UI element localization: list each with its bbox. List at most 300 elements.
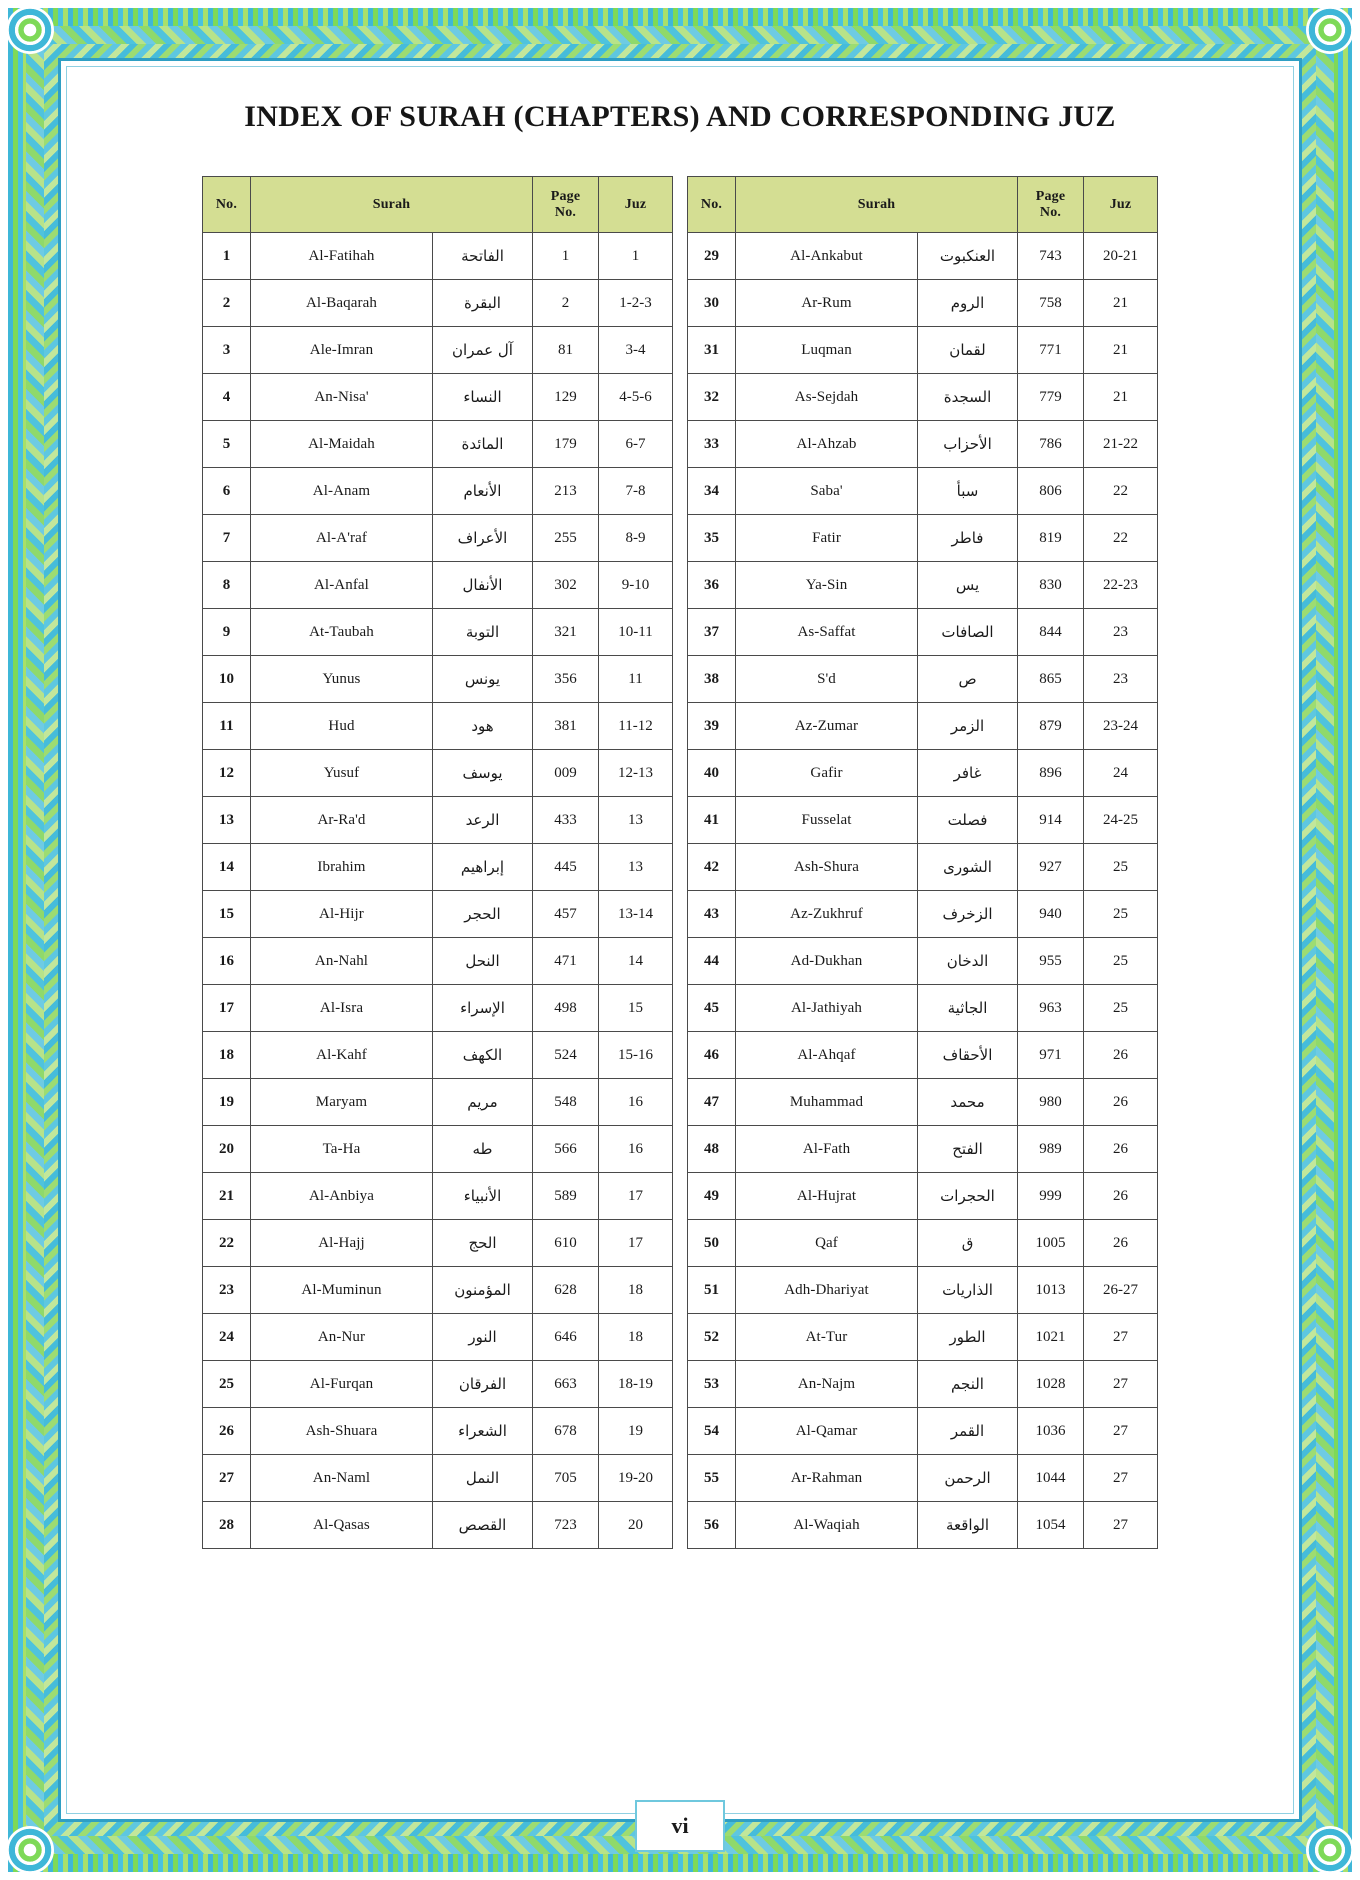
cell-surah-name-arabic: الأنعام bbox=[432, 468, 532, 515]
cell-surah-number: 19 bbox=[202, 1079, 250, 1126]
cell-surah-name-arabic: القصص bbox=[432, 1502, 532, 1549]
cell-surah-name-arabic: الذاريات bbox=[918, 1267, 1018, 1314]
cell-surah-name: Al-Waqiah bbox=[736, 1502, 918, 1549]
table-row bbox=[688, 562, 1158, 609]
cell-surah-name: Fusselat bbox=[736, 797, 918, 844]
cell-juz: 21 bbox=[1084, 280, 1158, 327]
table-row bbox=[688, 844, 1158, 891]
table-row bbox=[688, 1220, 1158, 1267]
cell-juz: 1-2-3 bbox=[599, 280, 673, 327]
table-row bbox=[202, 938, 672, 985]
cell-page-number: 971 bbox=[1018, 1032, 1084, 1079]
cell-juz: 15-16 bbox=[599, 1032, 673, 1079]
cell-page-number: 628 bbox=[533, 1267, 599, 1314]
cell-surah-name-arabic: الحجر bbox=[432, 891, 532, 938]
table-row bbox=[202, 844, 672, 891]
cell-page-number: 896 bbox=[1018, 750, 1084, 797]
cell-surah-name: Al-A'raf bbox=[250, 515, 432, 562]
cell-juz: 26 bbox=[1084, 1126, 1158, 1173]
cell-surah-number: 41 bbox=[688, 797, 736, 844]
table-row bbox=[688, 1126, 1158, 1173]
cell-surah-number: 49 bbox=[688, 1173, 736, 1220]
cell-surah-number: 56 bbox=[688, 1502, 736, 1549]
page-title: INDEX OF SURAH (CHAPTERS) AND CORRESPONDING JUZ bbox=[244, 100, 1116, 133]
cell-surah-name-arabic: الدخان bbox=[918, 938, 1018, 985]
cell-surah-number: 28 bbox=[202, 1502, 250, 1549]
cell-surah-number: 43 bbox=[688, 891, 736, 938]
cell-surah-number: 5 bbox=[202, 421, 250, 468]
corner-medallion-bottom-left bbox=[6, 1826, 54, 1874]
table-row bbox=[202, 1408, 672, 1455]
cell-surah-number: 42 bbox=[688, 844, 736, 891]
cell-surah-number: 54 bbox=[688, 1408, 736, 1455]
cell-surah-number: 35 bbox=[688, 515, 736, 562]
cell-surah-name: Az-Zumar bbox=[736, 703, 918, 750]
cell-juz: 19 bbox=[599, 1408, 673, 1455]
cell-surah-name-arabic: القمر bbox=[918, 1408, 1018, 1455]
cell-surah-name: An-Nisa' bbox=[250, 374, 432, 421]
table-row bbox=[202, 750, 672, 797]
cell-surah-number: 30 bbox=[688, 280, 736, 327]
cell-juz: 17 bbox=[599, 1173, 673, 1220]
cell-surah-name-arabic: الكهف bbox=[432, 1032, 532, 1079]
cell-page-number: 963 bbox=[1018, 985, 1084, 1032]
cell-surah-name: Al-Anfal bbox=[250, 562, 432, 609]
cell-page-number: 1036 bbox=[1018, 1408, 1084, 1455]
cell-page-number: 819 bbox=[1018, 515, 1084, 562]
table-row bbox=[202, 1173, 672, 1220]
cell-page-number: 1044 bbox=[1018, 1455, 1084, 1502]
cell-surah-number: 47 bbox=[688, 1079, 736, 1126]
table-row bbox=[688, 374, 1158, 421]
cell-surah-name: Ar-Rahman bbox=[736, 1455, 918, 1502]
cell-surah-name: Qaf bbox=[736, 1220, 918, 1267]
cell-page-number: 1021 bbox=[1018, 1314, 1084, 1361]
cell-surah-name-arabic: الفتح bbox=[918, 1126, 1018, 1173]
cell-surah-name: Al-Furqan bbox=[250, 1361, 432, 1408]
cell-surah-name: An-Nahl bbox=[250, 938, 432, 985]
cell-surah-number: 15 bbox=[202, 891, 250, 938]
cell-juz: 3-4 bbox=[599, 327, 673, 374]
cell-juz: 27 bbox=[1084, 1502, 1158, 1549]
cell-surah-number: 6 bbox=[202, 468, 250, 515]
table-spacer bbox=[673, 176, 687, 1549]
cell-page-number: 321 bbox=[533, 609, 599, 656]
cell-surah-number: 4 bbox=[202, 374, 250, 421]
cell-surah-name-arabic: النساء bbox=[432, 374, 532, 421]
column-header-juz: Juz bbox=[599, 177, 673, 233]
cell-surah-number: 17 bbox=[202, 985, 250, 1032]
table-row bbox=[202, 327, 672, 374]
cell-juz: 13 bbox=[599, 797, 673, 844]
corner-medallion-top-right bbox=[1306, 6, 1354, 54]
cell-surah-name-arabic: النور bbox=[432, 1314, 532, 1361]
cell-surah-name-arabic: الأحزاب bbox=[918, 421, 1018, 468]
cell-juz: 15 bbox=[599, 985, 673, 1032]
cell-surah-number: 55 bbox=[688, 1455, 736, 1502]
cell-surah-name: Ar-Ra'd bbox=[250, 797, 432, 844]
cell-surah-number: 48 bbox=[688, 1126, 736, 1173]
cell-surah-name-arabic: الرحمن bbox=[918, 1455, 1018, 1502]
cell-surah-name-arabic: فاطر bbox=[918, 515, 1018, 562]
page-content bbox=[72, 72, 1288, 1838]
column-header-surah: Surah bbox=[250, 177, 532, 233]
index-tables bbox=[72, 176, 1288, 1549]
cell-surah-number: 37 bbox=[688, 609, 736, 656]
cell-surah-name: Ar-Rum bbox=[736, 280, 918, 327]
table-row bbox=[688, 327, 1158, 374]
page-footer bbox=[72, 1800, 1288, 1852]
table-row bbox=[688, 891, 1158, 938]
cell-page-number: 589 bbox=[533, 1173, 599, 1220]
surah-index-table-right bbox=[687, 176, 1158, 1549]
cell-page-number: 1005 bbox=[1018, 1220, 1084, 1267]
cell-surah-name-arabic: محمد bbox=[918, 1079, 1018, 1126]
column-header-page-line1: Page bbox=[550, 188, 581, 204]
cell-surah-name: Ibrahim bbox=[250, 844, 432, 891]
cell-juz: 9-10 bbox=[599, 562, 673, 609]
table-row bbox=[688, 1173, 1158, 1220]
cell-surah-name: Al-Ahzab bbox=[736, 421, 918, 468]
cell-juz: 25 bbox=[1084, 938, 1158, 985]
cell-surah-number: 50 bbox=[688, 1220, 736, 1267]
cell-surah-name: Al-Baqarah bbox=[250, 280, 432, 327]
cell-surah-name: Al-Hujrat bbox=[736, 1173, 918, 1220]
cell-surah-name-arabic: مريم bbox=[432, 1079, 532, 1126]
corner-medallion-bottom-right bbox=[1306, 1826, 1354, 1874]
cell-surah-name-arabic: لقمان bbox=[918, 327, 1018, 374]
column-header-surah: Surah bbox=[736, 177, 1018, 233]
cell-surah-number: 31 bbox=[688, 327, 736, 374]
cell-surah-number: 12 bbox=[202, 750, 250, 797]
table-row bbox=[202, 421, 672, 468]
cell-surah-name: Al-Ankabut bbox=[736, 233, 918, 280]
cell-surah-name: An-Najm bbox=[736, 1361, 918, 1408]
cell-surah-name: S'd bbox=[736, 656, 918, 703]
cell-page-number: 524 bbox=[533, 1032, 599, 1079]
table-row bbox=[688, 1314, 1158, 1361]
cell-surah-name: As-Sejdah bbox=[736, 374, 918, 421]
cell-juz: 23 bbox=[1084, 609, 1158, 656]
cell-juz: 20 bbox=[599, 1502, 673, 1549]
cell-juz: 18 bbox=[599, 1314, 673, 1361]
table-row bbox=[688, 1267, 1158, 1314]
cell-page-number: 989 bbox=[1018, 1126, 1084, 1173]
column-header-page-line2: No. bbox=[554, 204, 577, 220]
cell-juz: 19-20 bbox=[599, 1455, 673, 1502]
cell-surah-name: Fatir bbox=[736, 515, 918, 562]
cell-surah-name: At-Tur bbox=[736, 1314, 918, 1361]
cell-juz: 10-11 bbox=[599, 609, 673, 656]
cell-juz: 11-12 bbox=[599, 703, 673, 750]
cell-surah-name: Ad-Dukhan bbox=[736, 938, 918, 985]
column-header-page-no bbox=[1018, 177, 1084, 233]
table-row bbox=[202, 1079, 672, 1126]
cell-surah-name-arabic: الإسراء bbox=[432, 985, 532, 1032]
cell-juz: 6-7 bbox=[599, 421, 673, 468]
cell-surah-name-arabic: النجم bbox=[918, 1361, 1018, 1408]
cell-surah-name-arabic: إبراهيم bbox=[432, 844, 532, 891]
cell-page-number: 129 bbox=[533, 374, 599, 421]
cell-page-number: 723 bbox=[533, 1502, 599, 1549]
table-row bbox=[688, 1408, 1158, 1455]
column-header-no: No. bbox=[202, 177, 250, 233]
cell-surah-number: 20 bbox=[202, 1126, 250, 1173]
cell-juz: 27 bbox=[1084, 1408, 1158, 1455]
cell-juz: 4-5-6 bbox=[599, 374, 673, 421]
cell-surah-name: Al-Hajj bbox=[250, 1220, 432, 1267]
cell-surah-name-arabic: الأحقاف bbox=[918, 1032, 1018, 1079]
cell-surah-number: 51 bbox=[688, 1267, 736, 1314]
cell-surah-name-arabic: يونس bbox=[432, 656, 532, 703]
table-row bbox=[688, 1032, 1158, 1079]
table-row bbox=[202, 1126, 672, 1173]
table-body-left bbox=[202, 233, 672, 1549]
cell-surah-number: 7 bbox=[202, 515, 250, 562]
cell-surah-name-arabic: طه bbox=[432, 1126, 532, 1173]
cell-page-number: 927 bbox=[1018, 844, 1084, 891]
cell-page-number: 009 bbox=[533, 750, 599, 797]
cell-surah-number: 27 bbox=[202, 1455, 250, 1502]
table-row bbox=[688, 1079, 1158, 1126]
cell-juz: 21 bbox=[1084, 374, 1158, 421]
cell-surah-name-arabic: الرعد bbox=[432, 797, 532, 844]
cell-juz: 23-24 bbox=[1084, 703, 1158, 750]
cell-page-number: 445 bbox=[533, 844, 599, 891]
cell-surah-number: 45 bbox=[688, 985, 736, 1032]
cell-page-number: 433 bbox=[533, 797, 599, 844]
cell-page-number: 381 bbox=[533, 703, 599, 750]
cell-surah-number: 14 bbox=[202, 844, 250, 891]
cell-juz: 16 bbox=[599, 1126, 673, 1173]
table-row bbox=[688, 468, 1158, 515]
cell-surah-name-arabic: الصافات bbox=[918, 609, 1018, 656]
cell-page-number: 955 bbox=[1018, 938, 1084, 985]
cell-juz: 27 bbox=[1084, 1455, 1158, 1502]
cell-surah-name: Al-Isra bbox=[250, 985, 432, 1032]
cell-surah-number: 39 bbox=[688, 703, 736, 750]
cell-surah-number: 32 bbox=[688, 374, 736, 421]
table-row bbox=[688, 797, 1158, 844]
table-row bbox=[688, 1455, 1158, 1502]
cell-juz: 8-9 bbox=[599, 515, 673, 562]
cell-surah-number: 1 bbox=[202, 233, 250, 280]
cell-page-number: 1013 bbox=[1018, 1267, 1084, 1314]
cell-page-number: 865 bbox=[1018, 656, 1084, 703]
table-row bbox=[202, 985, 672, 1032]
cell-surah-name: Yunus bbox=[250, 656, 432, 703]
table-row bbox=[202, 1267, 672, 1314]
table-row bbox=[688, 1361, 1158, 1408]
cell-surah-name-arabic: الزخرف bbox=[918, 891, 1018, 938]
cell-juz: 13 bbox=[599, 844, 673, 891]
table-row bbox=[688, 703, 1158, 750]
cell-juz: 13-14 bbox=[599, 891, 673, 938]
cell-surah-number: 53 bbox=[688, 1361, 736, 1408]
cell-surah-name: Al-Fath bbox=[736, 1126, 918, 1173]
table-row bbox=[688, 421, 1158, 468]
table-row bbox=[202, 562, 672, 609]
table-row bbox=[202, 515, 672, 562]
cell-surah-name-arabic: الزمر bbox=[918, 703, 1018, 750]
cell-surah-number: 23 bbox=[202, 1267, 250, 1314]
table-row bbox=[202, 1455, 672, 1502]
cell-surah-name-arabic: الجاثية bbox=[918, 985, 1018, 1032]
cell-surah-name: Al-Qasas bbox=[250, 1502, 432, 1549]
cell-surah-name: Ale-Imran bbox=[250, 327, 432, 374]
cell-surah-name-arabic: يوسف bbox=[432, 750, 532, 797]
cell-surah-number: 38 bbox=[688, 656, 736, 703]
cell-surah-name-arabic: هود bbox=[432, 703, 532, 750]
cell-page-number: 548 bbox=[533, 1079, 599, 1126]
table-row bbox=[202, 233, 672, 280]
cell-surah-number: 13 bbox=[202, 797, 250, 844]
cell-surah-name: Al-Ahqaf bbox=[736, 1032, 918, 1079]
cell-surah-name: At-Taubah bbox=[250, 609, 432, 656]
table-row bbox=[688, 985, 1158, 1032]
cell-surah-name: Maryam bbox=[250, 1079, 432, 1126]
table-row bbox=[202, 374, 672, 421]
table-row bbox=[688, 233, 1158, 280]
table-row bbox=[202, 468, 672, 515]
cell-surah-name-arabic: الفاتحة bbox=[432, 233, 532, 280]
cell-page-number: 771 bbox=[1018, 327, 1084, 374]
cell-juz: 1 bbox=[599, 233, 673, 280]
cell-surah-name: Al-Anam bbox=[250, 468, 432, 515]
cell-surah-name: Al-Kahf bbox=[250, 1032, 432, 1079]
cell-surah-name-arabic: الطور bbox=[918, 1314, 1018, 1361]
cell-surah-name: Al-Muminun bbox=[250, 1267, 432, 1314]
cell-surah-number: 40 bbox=[688, 750, 736, 797]
cell-surah-name: An-Nur bbox=[250, 1314, 432, 1361]
cell-page-number: 457 bbox=[533, 891, 599, 938]
table-row bbox=[688, 938, 1158, 985]
cell-page-number: 786 bbox=[1018, 421, 1084, 468]
cell-surah-number: 34 bbox=[688, 468, 736, 515]
cell-juz: 25 bbox=[1084, 891, 1158, 938]
cell-juz: 24-25 bbox=[1084, 797, 1158, 844]
cell-juz: 26 bbox=[1084, 1173, 1158, 1220]
cell-juz: 18 bbox=[599, 1267, 673, 1314]
cell-surah-name: As-Saffat bbox=[736, 609, 918, 656]
cell-page-number: 610 bbox=[533, 1220, 599, 1267]
cell-surah-name-arabic: الفرقان bbox=[432, 1361, 532, 1408]
cell-page-number: 179 bbox=[533, 421, 599, 468]
table-row bbox=[688, 750, 1158, 797]
cell-page-number: 213 bbox=[533, 468, 599, 515]
cell-surah-name-arabic: المائدة bbox=[432, 421, 532, 468]
cell-juz: 21 bbox=[1084, 327, 1158, 374]
cell-surah-name: Gafir bbox=[736, 750, 918, 797]
table-row bbox=[202, 797, 672, 844]
column-header-page-no bbox=[533, 177, 599, 233]
cell-page-number: 743 bbox=[1018, 233, 1084, 280]
cell-surah-name-arabic: الأنفال bbox=[432, 562, 532, 609]
cell-surah-number: 10 bbox=[202, 656, 250, 703]
cell-page-number: 940 bbox=[1018, 891, 1084, 938]
cell-page-number: 806 bbox=[1018, 468, 1084, 515]
cell-juz: 25 bbox=[1084, 844, 1158, 891]
cell-surah-name: Yusuf bbox=[250, 750, 432, 797]
table-row bbox=[202, 609, 672, 656]
cell-juz: 27 bbox=[1084, 1361, 1158, 1408]
cell-juz: 16 bbox=[599, 1079, 673, 1126]
cell-surah-number: 33 bbox=[688, 421, 736, 468]
cell-page-number: 566 bbox=[533, 1126, 599, 1173]
cell-surah-name-arabic: العنكبوت bbox=[918, 233, 1018, 280]
cell-page-number: 302 bbox=[533, 562, 599, 609]
cell-surah-name: Al-Fatihah bbox=[250, 233, 432, 280]
cell-surah-name: Adh-Dhariyat bbox=[736, 1267, 918, 1314]
cell-surah-number: 46 bbox=[688, 1032, 736, 1079]
cell-surah-number: 8 bbox=[202, 562, 250, 609]
column-header-page-line2: No. bbox=[1039, 204, 1062, 220]
cell-surah-name-arabic: الحج bbox=[432, 1220, 532, 1267]
cell-surah-number: 9 bbox=[202, 609, 250, 656]
table-row bbox=[202, 1502, 672, 1549]
table-row bbox=[202, 280, 672, 327]
cell-juz: 26 bbox=[1084, 1079, 1158, 1126]
cell-page-number: 498 bbox=[533, 985, 599, 1032]
cell-page-number: 255 bbox=[533, 515, 599, 562]
cell-surah-name-arabic: الواقعة bbox=[918, 1502, 1018, 1549]
cell-juz: 14 bbox=[599, 938, 673, 985]
cell-surah-number: 22 bbox=[202, 1220, 250, 1267]
folio-number: vi bbox=[635, 1800, 725, 1852]
cell-page-number: 914 bbox=[1018, 797, 1084, 844]
cell-surah-number: 25 bbox=[202, 1361, 250, 1408]
cell-surah-name-arabic: النمل bbox=[432, 1455, 532, 1502]
table-row bbox=[688, 656, 1158, 703]
cell-surah-name: Hud bbox=[250, 703, 432, 750]
cell-page-number: 830 bbox=[1018, 562, 1084, 609]
cell-surah-number: 26 bbox=[202, 1408, 250, 1455]
cell-page-number: 758 bbox=[1018, 280, 1084, 327]
cell-surah-number: 24 bbox=[202, 1314, 250, 1361]
cell-juz: 25 bbox=[1084, 985, 1158, 1032]
table-row bbox=[202, 656, 672, 703]
cell-juz: 26-27 bbox=[1084, 1267, 1158, 1314]
cell-juz: 17 bbox=[599, 1220, 673, 1267]
cell-surah-name-arabic: الأنبياء bbox=[432, 1173, 532, 1220]
cell-page-number: 646 bbox=[533, 1314, 599, 1361]
cell-surah-number: 11 bbox=[202, 703, 250, 750]
cell-juz: 26 bbox=[1084, 1220, 1158, 1267]
cell-page-number: 844 bbox=[1018, 609, 1084, 656]
cell-surah-number: 52 bbox=[688, 1314, 736, 1361]
cell-juz: 7-8 bbox=[599, 468, 673, 515]
table-row bbox=[202, 891, 672, 938]
cell-surah-name-arabic: الشعراء bbox=[432, 1408, 532, 1455]
cell-surah-number: 16 bbox=[202, 938, 250, 985]
cell-surah-name: Al-Qamar bbox=[736, 1408, 918, 1455]
column-header-juz: Juz bbox=[1084, 177, 1158, 233]
cell-juz: 22 bbox=[1084, 515, 1158, 562]
cell-surah-name: An-Naml bbox=[250, 1455, 432, 1502]
cell-surah-number: 3 bbox=[202, 327, 250, 374]
cell-page-number: 999 bbox=[1018, 1173, 1084, 1220]
cell-surah-name-arabic: الروم bbox=[918, 280, 1018, 327]
table-row bbox=[202, 1314, 672, 1361]
cell-juz: 18-19 bbox=[599, 1361, 673, 1408]
corner-medallion-top-left bbox=[6, 6, 54, 54]
cell-surah-number: 21 bbox=[202, 1173, 250, 1220]
cell-surah-name-arabic: السجدة bbox=[918, 374, 1018, 421]
table-row bbox=[202, 1361, 672, 1408]
cell-page-number: 81 bbox=[533, 327, 599, 374]
cell-juz: 24 bbox=[1084, 750, 1158, 797]
cell-juz: 21-22 bbox=[1084, 421, 1158, 468]
